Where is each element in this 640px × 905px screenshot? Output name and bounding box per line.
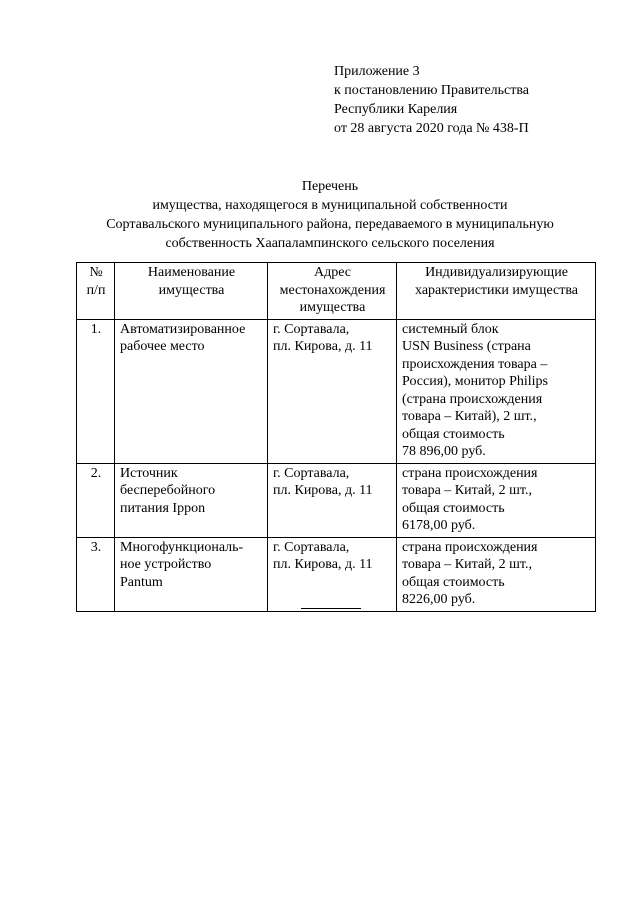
cell-line: Россия), монитор Philips xyxy=(402,374,548,389)
appendix-line: от 28 августа 2020 года № 438-П xyxy=(334,121,529,136)
property-table xyxy=(76,262,596,612)
row-name xyxy=(115,319,268,463)
title-line: Перечень xyxy=(301,179,359,194)
cell-line: 78 896,00 руб. xyxy=(402,444,486,459)
cell-line: общая стоимость xyxy=(402,426,505,442)
cell-line: бесперебойного xyxy=(120,483,216,498)
cell-line: общая стоимость xyxy=(402,500,505,516)
cell-line: г. Сортавала, xyxy=(273,465,350,481)
document-title xyxy=(60,177,600,253)
header-line: имущества xyxy=(158,282,225,298)
row-address xyxy=(268,537,397,611)
cell-line: общая стоимость xyxy=(402,574,505,590)
header-name xyxy=(115,263,268,320)
table-row xyxy=(77,463,596,537)
table-row xyxy=(77,319,596,463)
cell-line: пл. Кирова, д. 11 xyxy=(273,339,373,354)
title-line: Сортавальского муниципального района, передаваемого в муниципальную xyxy=(106,217,554,232)
row-characteristics xyxy=(397,537,596,611)
table-row xyxy=(77,537,596,611)
cell-line: системный блок xyxy=(402,321,499,337)
cell-line: товара – Китай, 2 шт., xyxy=(402,557,532,572)
cell-line: товара – Китай, 2 шт., xyxy=(402,483,532,498)
header-line: характеристики имущества xyxy=(415,282,578,298)
cell-line: USN Business (страна xyxy=(402,339,531,354)
row-number: 1. xyxy=(77,319,115,463)
cell-line: страна происхождения xyxy=(402,539,538,555)
title-line: имущества, находящегося в муниципальной собственности xyxy=(152,198,508,213)
cell-line: пл. Кирова, д. 11 xyxy=(273,483,373,498)
end-of-document-rule xyxy=(301,608,361,609)
appendix-line: к постановлению Правительства xyxy=(334,83,530,98)
cell-line: происхождения товара – xyxy=(402,356,548,372)
row-characteristics xyxy=(397,463,596,537)
header-address xyxy=(268,263,397,320)
title-line: собственность Хаапалампинского сельского поселения xyxy=(165,236,495,251)
row-name xyxy=(115,463,268,537)
header-line: местонахождения xyxy=(279,282,386,298)
cell-line: 6178,00 руб. xyxy=(402,518,476,533)
header-line: № xyxy=(89,265,103,280)
row-address xyxy=(268,319,397,463)
cell-line: ное устройство xyxy=(120,557,212,572)
cell-line: Pantum xyxy=(120,574,163,590)
row-characteristics xyxy=(397,319,596,463)
appendix-line: Приложение 3 xyxy=(334,64,420,79)
cell-line: г. Сортавала, xyxy=(273,321,350,337)
cell-line: питания Ippon xyxy=(120,500,206,516)
cell-line: Автоматизированное xyxy=(120,321,246,337)
row-number: 3. xyxy=(77,537,115,611)
cell-line: г. Сортавала, xyxy=(273,539,350,555)
header-number xyxy=(77,263,115,320)
row-address xyxy=(268,463,397,537)
header-characteristics xyxy=(397,263,596,320)
cell-line: страна происхождения xyxy=(402,465,538,481)
table-header-row xyxy=(77,263,596,320)
cell-line: 8226,00 руб. xyxy=(402,592,476,607)
cell-line: пл. Кирова, д. 11 xyxy=(273,557,373,572)
cell-line: товара – Китай), 2 шт., xyxy=(402,409,537,424)
cell-line: Источник xyxy=(120,465,178,481)
appendix-line: Республики Карелия xyxy=(334,102,458,117)
header-line: п/п xyxy=(86,282,106,298)
cell-line: рабочее место xyxy=(120,339,205,354)
header-line: Адрес xyxy=(313,265,351,280)
appendix-block xyxy=(334,62,529,138)
header-line: имущества xyxy=(299,300,366,315)
cell-line: Многофункциональ- xyxy=(120,539,244,555)
cell-line: (страна происхождения xyxy=(402,391,543,407)
header-line: Индивидуализирующие xyxy=(425,265,568,280)
row-number: 2. xyxy=(77,463,115,537)
header-line: Наименование xyxy=(147,265,236,280)
row-name xyxy=(115,537,268,611)
